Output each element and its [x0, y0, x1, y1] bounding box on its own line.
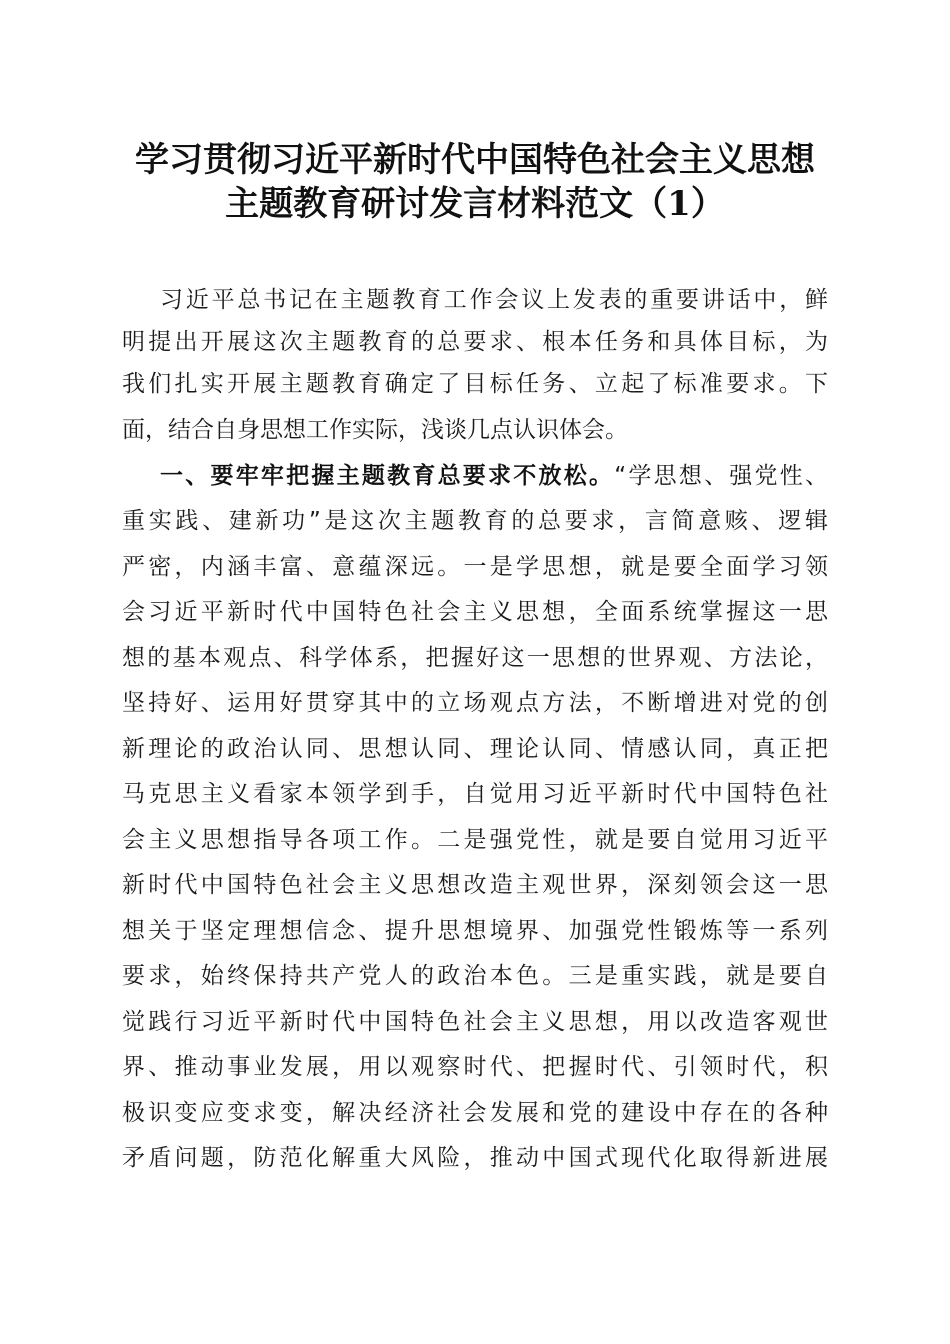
section-1-line: 会主义思想指导各项工作。二是强党性，就是要自觉用习近平 [122, 827, 828, 853]
section-1-first-line-rest: “学思想、强党性、 [614, 463, 829, 489]
section-1-line: 重实践、建新功”是这次主题教育的总要求，言简意赅、逻辑 [122, 508, 828, 534]
paragraph-1-line: 明提出开展这次主题教育的总要求、根本任务和具体目标，为 [122, 329, 828, 355]
section-1-line: 界、推动事业发展，用以观察时代、把握时代、引领时代，积 [122, 1054, 828, 1080]
section-1-first-line [160, 458, 828, 494]
paragraph-1-line: 习近平总书记在主题教育工作会议上发表的重要讲话中，鲜 [160, 287, 828, 313]
section-1-line: 新理论的政治认同、思想认同、理论认同、情感认同，真正把 [122, 736, 828, 762]
section-1-line: 觉践行习近平新时代中国特色社会主义思想，用以改造客观世 [122, 1009, 828, 1035]
document-title-line-1: 学习贯彻习近平新时代中国特色社会主义思想 [135, 140, 815, 180]
document-title-line-2: 主题教育研讨发言材料范文（1） [225, 184, 725, 224]
section-1-line: 严密，内涵丰富、意蕴深远。一是学思想，就是要全面学习领 [122, 554, 828, 580]
section-1-line: 要求，始终保持共产党人的政治本色。三是重实践，就是要自 [122, 963, 828, 989]
section-1-heading: 一、要牢牢把握主题教育总要求不放松。 [160, 463, 615, 489]
paragraph-1-line: 面，结合自身思想工作实际，浅谈几点认识体会。 [122, 417, 628, 443]
section-1-line: 矛盾问题，防范化解重大风险，推动中国式现代化取得新进展 [122, 1145, 828, 1171]
paragraph-1-line: 我们扎实开展主题教育确定了目标任务、立起了标准要求。下 [122, 371, 828, 397]
section-1-line: 想的基本观点、科学体系，把握好这一思想的世界观、方法论， [122, 645, 828, 671]
section-1-line: 马克思主义看家本领学到手，自觉用习近平新时代中国特色社 [122, 781, 828, 807]
section-1-line: 极识变应变求变，解决经济社会发展和党的建设中存在的各种 [122, 1100, 828, 1126]
section-1-line: 坚持好、运用好贯穿其中的立场观点方法，不断增进对党的创 [122, 690, 828, 716]
section-1-line: 想关于坚定理想信念、提升思想境界、加强党性锻炼等一系列 [122, 918, 828, 944]
section-1-line: 会习近平新时代中国特色社会主义思想，全面系统掌握这一思 [122, 599, 828, 625]
section-1-line: 新时代中国特色社会主义思想改造主观世界，深刻领会这一思 [122, 872, 828, 898]
